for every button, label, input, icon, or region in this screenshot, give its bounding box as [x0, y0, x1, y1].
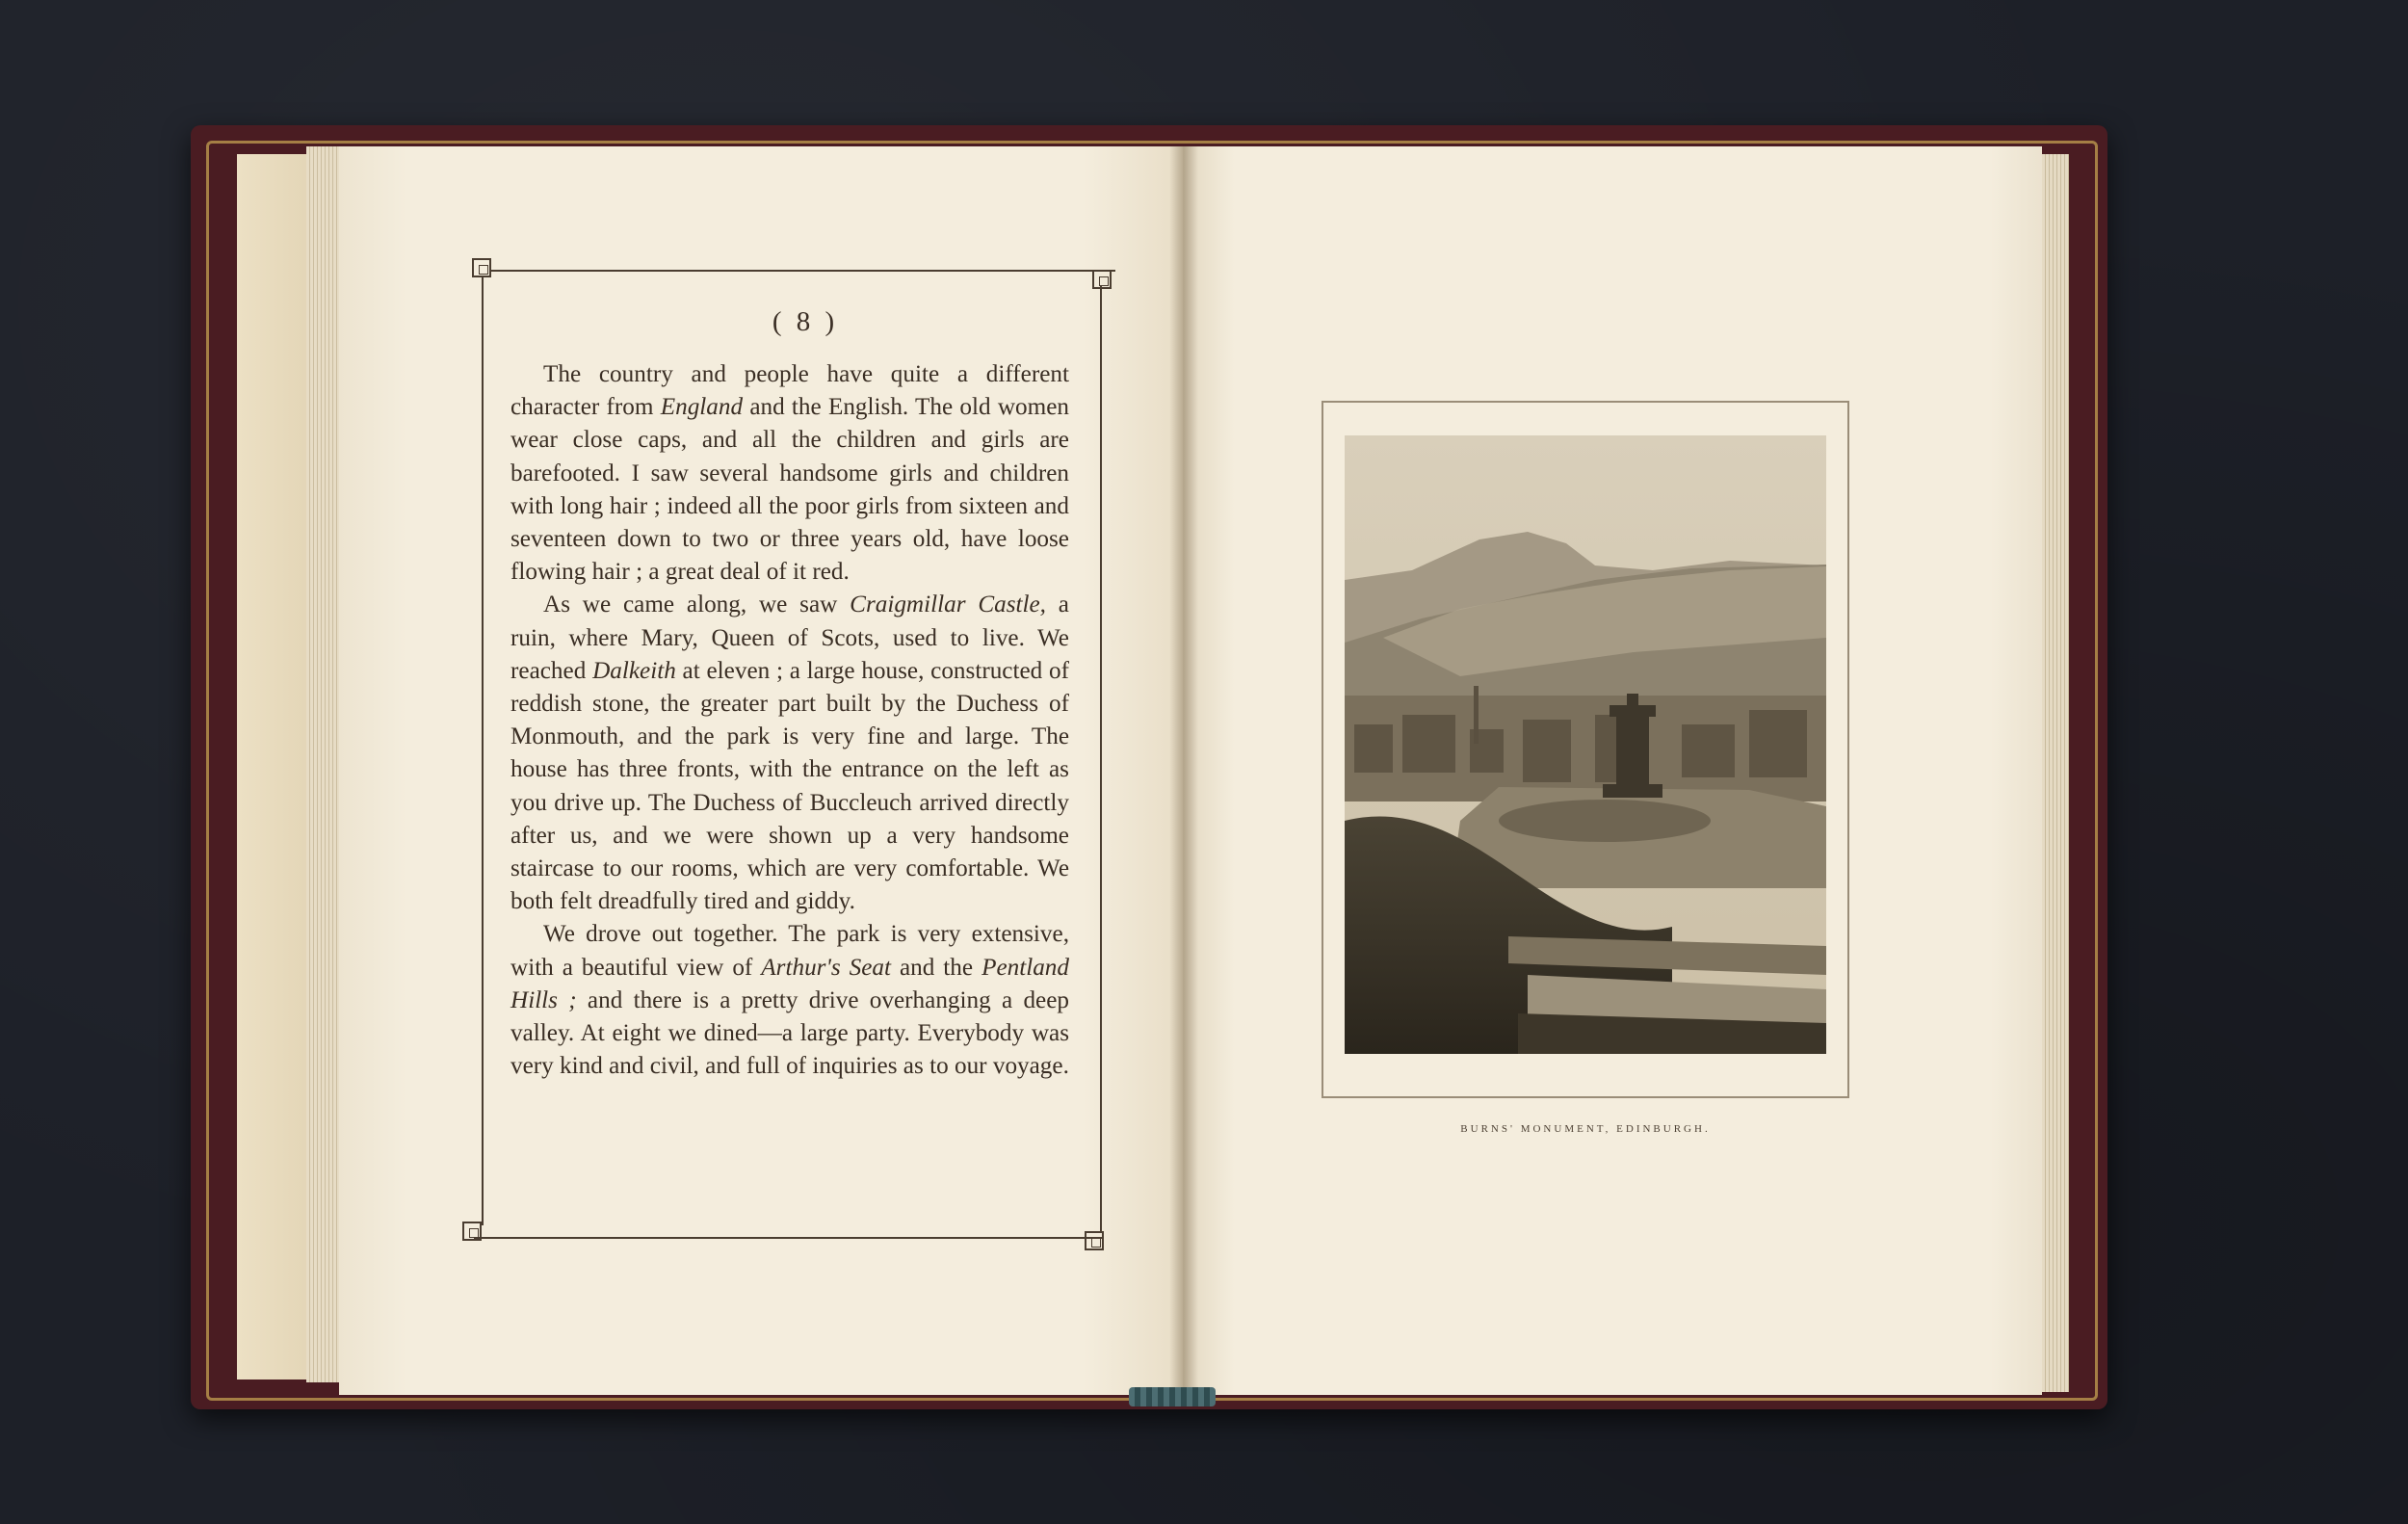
- text-span: We drove out together. The park is very extensive, with a beautiful view of: [510, 921, 1069, 981]
- italic-text: Craigmillar Castle,: [850, 591, 1046, 618]
- text-span: and there is a pretty drive overhanging a deep valley. At eight we dined—a large party. Everybody was very kind and civil, and full of inquiries as to our voyage.: [510, 986, 1069, 1080]
- paragraph: [510, 589, 1069, 918]
- frame-corner-top-left: [472, 258, 491, 277]
- italic-text: Dalkeith: [592, 657, 676, 684]
- text-span: As we came along, we saw: [543, 591, 851, 618]
- paragraph: [510, 358, 1069, 589]
- italic-text: Pentland Hills ;: [510, 954, 1069, 1013]
- left-endpaper: [237, 154, 314, 1379]
- text-span: at eleven ; a large house, constructed of reddish stone, the greater part built by the Duchess of Monmouth, and the park is very fine and large. The house has three fronts, with the entrance on the left as you drive up. The Duchess of Buccleuch arrived directly after us, and we were shown up a very handsome staircase to our rooms, which are very comfortable. We both felt dreadfully tired and giddy.: [510, 657, 1069, 915]
- frame-corner-top-right: [1092, 270, 1112, 289]
- text-span: The country and people have quite a different character from: [510, 361, 1069, 421]
- body-text: [510, 358, 1069, 1083]
- italic-text: Arthur's Seat: [761, 954, 891, 981]
- italic-text: England: [660, 394, 744, 421]
- book-gutter: [1169, 146, 1198, 1395]
- text-span: a ruin, where Mary, Queen of Scots, used to live. We reached: [510, 591, 1069, 684]
- frame-corner-bottom-left: [462, 1222, 482, 1241]
- photograph: [1345, 435, 1826, 1054]
- photo-illustration: [1345, 435, 1826, 1054]
- frame-corner-bottom-right: [1085, 1231, 1104, 1250]
- headband: [1129, 1387, 1216, 1406]
- paragraph: [510, 918, 1069, 1083]
- frame-right-line: [1100, 285, 1102, 1233]
- page-number: ( 8 ): [772, 306, 839, 337]
- frame-bottom-line: [474, 1237, 1102, 1239]
- frame-top-line: [489, 270, 1115, 272]
- frame-left-line: [482, 277, 484, 1225]
- text-span: and the: [891, 954, 982, 981]
- text-span: and the English. The old women wear close caps, and all the children and girls are barefooted. I saw several handsome girls and children with long hair ; indeed all the poor girls from sixteen and seventeen down to two or three years old, have loose flowing hair ; a great deal of it red.: [510, 394, 1069, 586]
- photo-caption: BURNS' MONUMENT, EDINBURGH.: [1460, 1123, 1711, 1135]
